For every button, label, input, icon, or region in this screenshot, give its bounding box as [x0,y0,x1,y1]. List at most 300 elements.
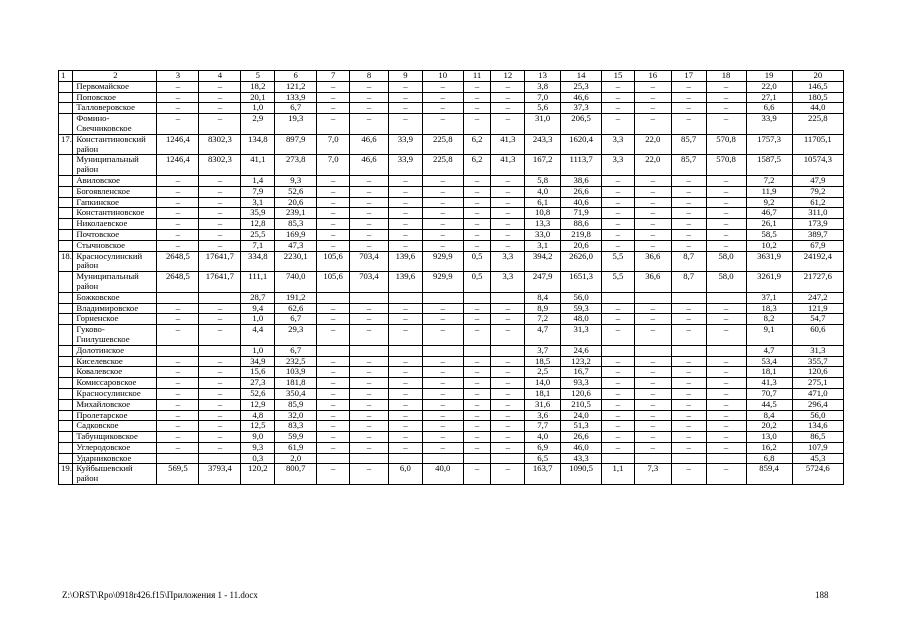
table-cell: – [388,432,422,443]
table-row [59,453,844,464]
table-cell [199,292,241,303]
table-cell: 232,5 [275,356,317,367]
table-cell: 40,0 [422,464,463,485]
table-cell: 24,6 [561,345,602,356]
table-cell: 56,0 [561,292,602,303]
table-cell: 107,9 [792,442,843,453]
table-cell: – [422,114,463,135]
table-cell: 58,0 [706,251,746,272]
table-cell: – [350,325,389,346]
table-cell: – [388,92,422,103]
table-cell: – [602,399,635,410]
table-cell: 62,6 [275,303,317,314]
table-cell: – [602,229,635,240]
table-cell: 13,3 [525,219,561,230]
table-cell: 6,7 [275,103,317,114]
table-cell: 17641,7 [199,272,241,293]
table-cell: 570,8 [706,134,746,155]
table-row [59,240,844,251]
table-row [59,367,844,378]
table-cell: – [602,219,635,230]
table-row [59,442,844,453]
table-cell: 3,6 [525,410,561,421]
table-cell: – [199,81,241,92]
table-cell: Константиновский район [73,134,157,155]
table-cell: Гапкинское [73,197,157,208]
table-cell: – [634,219,671,230]
table-cell: 350,4 [275,388,317,399]
table-cell: – [491,325,525,346]
table-cell: – [463,219,491,230]
table-cell: – [350,388,389,399]
table-cell: 5724,6 [792,464,843,485]
table-cell: 2230,1 [275,251,317,272]
table-row [59,81,844,92]
table-cell: 103,9 [275,367,317,378]
table-cell: Божковское [73,292,157,303]
table-cell: – [157,240,199,251]
table-cell: 6,7 [275,314,317,325]
table-cell: – [388,219,422,230]
table-cell [350,453,389,464]
table-cell: – [634,367,671,378]
table-cell [463,345,491,356]
table-cell: – [634,229,671,240]
table-cell: – [463,197,491,208]
table-cell: – [388,442,422,453]
table-cell: – [388,175,422,186]
table-cell: 3,1 [241,197,275,208]
table-cell: – [317,229,350,240]
table-cell: – [157,81,199,92]
table-cell [59,367,73,378]
table-cell: – [706,240,746,251]
table-cell: 275,1 [792,378,843,389]
table-cell: – [157,399,199,410]
table-cell: 33,9 [746,114,792,135]
table-cell: 51,3 [561,421,602,432]
table-cell: – [317,219,350,230]
table-cell: – [350,186,389,197]
table-cell: – [706,303,746,314]
table-cell: 48,0 [561,314,602,325]
table-cell: 61,9 [275,442,317,453]
table-cell: 3,3 [491,272,525,293]
table-cell [59,442,73,453]
table-cell: – [422,229,463,240]
table-cell: – [634,103,671,114]
table-cell: 6,2 [463,155,491,176]
table-cell [317,292,350,303]
table-cell: – [422,325,463,346]
table-cell: Талловеровское [73,103,157,114]
table-cell: 5,5 [602,251,635,272]
table-cell: 6,5 [525,453,561,464]
table-cell: 7,0 [317,155,350,176]
table-cell [388,345,422,356]
table-cell: 4,7 [746,345,792,356]
table-cell: Михайловское [73,399,157,410]
table-cell: – [671,325,706,346]
table-row [59,303,844,314]
table-cell: 6,9 [525,442,561,453]
table-header-cell: 12 [491,71,525,82]
table-cell: – [157,303,199,314]
table-cell: 3,3 [491,251,525,272]
table-row [59,229,844,240]
table-cell: – [491,388,525,399]
table-cell: – [671,432,706,443]
table-cell: – [388,186,422,197]
table-row [59,464,844,485]
table-cell: – [706,442,746,453]
table-cell: 12,9 [241,399,275,410]
table-cell: – [388,421,422,432]
table-cell: – [602,325,635,346]
table-cell: – [671,114,706,135]
table-cell [59,114,73,135]
table-cell: 2,9 [241,114,275,135]
table-cell: 210,5 [561,399,602,410]
table-cell: 6,6 [746,103,792,114]
table-cell: 46,0 [561,442,602,453]
table-cell: – [422,175,463,186]
table-cell: 1090,5 [561,464,602,485]
table-cell: – [199,114,241,135]
table-cell: – [706,356,746,367]
table-cell: – [602,175,635,186]
table-cell: 0,3 [241,453,275,464]
table-cell: 58,5 [746,229,792,240]
table-cell: 9,3 [275,175,317,186]
table-cell: – [388,114,422,135]
table-cell: – [388,410,422,421]
table-cell: Гуково-Гнилушевское [73,325,157,346]
table-cell [59,421,73,432]
table-cell: – [634,114,671,135]
table-cell: – [388,314,422,325]
table-cell: 85,7 [671,155,706,176]
table-cell: – [634,399,671,410]
table-cell: – [350,92,389,103]
table-cell [671,345,706,356]
table-cell [463,453,491,464]
table-cell [388,453,422,464]
table-cell: – [157,432,199,443]
table-cell: – [422,388,463,399]
table-cell [59,399,73,410]
table-cell: – [634,81,671,92]
table-cell: Владимировское [73,303,157,314]
table-cell: 8,4 [525,292,561,303]
table-cell: – [388,356,422,367]
table-cell: – [422,410,463,421]
table-cell: 3,7 [525,345,561,356]
table-cell: – [671,399,706,410]
table-row [59,251,844,272]
table-row [59,410,844,421]
table-row [59,421,844,432]
table-cell: – [199,186,241,197]
table-cell: 394,2 [525,251,561,272]
table-cell: – [317,399,350,410]
table-cell: – [463,81,491,92]
table-cell [59,81,73,92]
table-row [59,378,844,389]
table-cell [59,410,73,421]
table-cell [199,453,241,464]
table-cell: 334,8 [241,251,275,272]
table-cell: 4,7 [525,325,561,346]
table-cell: 22,0 [746,81,792,92]
table-cell: 10574,3 [792,155,843,176]
table-cell: – [388,229,422,240]
table-cell: – [463,432,491,443]
table-cell: 36,6 [634,272,671,293]
table-cell: – [634,388,671,399]
table-cell: 47,9 [792,175,843,186]
table-cell: – [602,432,635,443]
table-cell: – [671,464,706,485]
table-cell: 4,8 [241,410,275,421]
table-cell: – [634,197,671,208]
table-cell: 471,0 [792,388,843,399]
table-cell: 13,0 [746,432,792,443]
table-cell: 191,2 [275,292,317,303]
table-cell: – [350,314,389,325]
table-row [59,134,844,155]
table-cell: – [671,367,706,378]
table-cell: – [157,92,199,103]
table-cell: – [706,378,746,389]
table-cell: – [463,314,491,325]
table-cell: – [463,464,491,485]
table-cell [59,208,73,219]
table-row [59,272,844,293]
table-cell [59,155,73,176]
table-cell: – [706,229,746,240]
table-cell: – [350,464,389,485]
table-row [59,345,844,356]
table-cell: – [350,399,389,410]
table-cell: – [317,388,350,399]
table-cell: – [706,410,746,421]
table-cell: – [199,92,241,103]
table-cell: – [157,442,199,453]
table-cell: Первомайское [73,81,157,92]
table-cell: – [491,186,525,197]
table-cell: 31,3 [792,345,843,356]
table-cell: – [463,378,491,389]
table-cell: 225,8 [422,155,463,176]
table-cell: 21727,6 [792,272,843,293]
table-cell: – [706,432,746,443]
table-cell: 16,2 [746,442,792,453]
table-cell: – [422,399,463,410]
table-row [59,114,844,135]
table-header-cell: 13 [525,71,561,82]
table-cell [59,229,73,240]
table-cell: 111,1 [241,272,275,293]
table-cell: – [491,432,525,443]
table-cell: 1,4 [241,175,275,186]
table-cell: 85,9 [275,399,317,410]
table-cell: 12,8 [241,219,275,230]
table-cell: – [350,219,389,230]
table-cell: 12,5 [241,421,275,432]
table-cell: 22,0 [634,155,671,176]
table-cell [422,453,463,464]
table-cell: – [388,81,422,92]
table-cell: 169,9 [275,229,317,240]
table-cell: 4,0 [525,432,561,443]
table-cell [671,292,706,303]
table-row [59,175,844,186]
table-cell: 929,9 [422,272,463,293]
table-cell: – [157,114,199,135]
table-cell: – [157,367,199,378]
table-cell: 60,6 [792,325,843,346]
table-header-cell: 20 [792,71,843,82]
table-row [59,314,844,325]
table-cell: 19. [59,464,73,485]
table-cell: – [671,219,706,230]
table-cell: 1651,3 [561,272,602,293]
table-cell: – [422,303,463,314]
table-cell [59,103,73,114]
table-row [59,92,844,103]
table-cell: 6,7 [275,345,317,356]
table-cell: 7,7 [525,421,561,432]
table-cell [602,453,635,464]
table-cell: – [199,356,241,367]
table-cell: – [491,356,525,367]
table-cell: – [463,325,491,346]
table-cell [463,292,491,303]
table-cell: – [491,219,525,230]
table-cell: 41,3 [746,378,792,389]
table-cell: 133,9 [275,92,317,103]
table-cell: 17. [59,134,73,155]
table-cell: 25,3 [561,81,602,92]
table-cell: – [317,410,350,421]
table-cell: 11705,1 [792,134,843,155]
table-cell [634,345,671,356]
table-cell: – [463,114,491,135]
table-cell: – [706,399,746,410]
table-cell: – [317,421,350,432]
table-cell: – [602,314,635,325]
table-cell: – [317,240,350,251]
table-cell: – [422,92,463,103]
table-cell: Николаевское [73,219,157,230]
table-cell: – [463,388,491,399]
table-cell: Константиновское [73,208,157,219]
table-cell: 18,1 [746,367,792,378]
table-cell [59,175,73,186]
table-cell: – [317,314,350,325]
table-cell: – [671,303,706,314]
table-cell: 139,6 [388,272,422,293]
table-cell: – [422,442,463,453]
table-cell: – [157,219,199,230]
table-cell: 1246,4 [157,134,199,155]
table-cell: 8,4 [746,410,792,421]
table-row [59,292,844,303]
table-cell: – [199,197,241,208]
table-cell: – [491,410,525,421]
table-cell: 180,5 [792,92,843,103]
table-cell: 3793,4 [199,464,241,485]
table-cell: 3631,9 [746,251,792,272]
table-cell: 59,9 [275,432,317,443]
table-cell: – [199,303,241,314]
table-cell: – [706,103,746,114]
table-cell [634,453,671,464]
table-cell: 243,3 [525,134,561,155]
table-cell: Муниципальный район [73,155,157,176]
table-cell: 3,8 [525,81,561,92]
table-cell: – [634,314,671,325]
table-cell: – [634,175,671,186]
table-cell: – [350,103,389,114]
table-cell: – [317,432,350,443]
table-cell: 45,3 [792,453,843,464]
table-cell: 18,1 [525,388,561,399]
table-cell [59,186,73,197]
table-cell: – [634,421,671,432]
table-cell: Красносулинское [73,388,157,399]
table-header-cell: 11 [463,71,491,82]
table-cell: – [350,240,389,251]
table-cell: 8,7 [671,251,706,272]
table-row [59,208,844,219]
table-cell: – [463,186,491,197]
table-cell: Стычновское [73,240,157,251]
table-cell: – [491,378,525,389]
table-cell: 3,3 [602,155,635,176]
table-cell: 6,0 [388,464,422,485]
table-cell: – [634,356,671,367]
table-cell: 37,3 [561,103,602,114]
table-cell: – [157,421,199,432]
table-cell: – [634,325,671,346]
table-cell: 311,0 [792,208,843,219]
table-cell: – [491,92,525,103]
table-cell: 26,6 [561,432,602,443]
table-cell: – [422,103,463,114]
table-cell: – [463,240,491,251]
table-header-cell: 15 [602,71,635,82]
table-cell: 121,2 [275,81,317,92]
table-cell: – [422,208,463,219]
footer-page-number: 188 [815,590,829,600]
table-cell [671,453,706,464]
table-cell: 46,6 [350,155,389,176]
table-cell: – [491,303,525,314]
table-cell: – [634,442,671,453]
table-cell: 20,1 [241,92,275,103]
table-cell: 206,5 [561,114,602,135]
table-cell: Горненское [73,314,157,325]
table-cell: – [602,81,635,92]
table-cell: – [463,367,491,378]
table-cell: – [671,356,706,367]
table-cell: 18,5 [525,356,561,367]
table-cell: 105,6 [317,251,350,272]
table-cell: 83,3 [275,421,317,432]
table-cell: 36,6 [634,251,671,272]
